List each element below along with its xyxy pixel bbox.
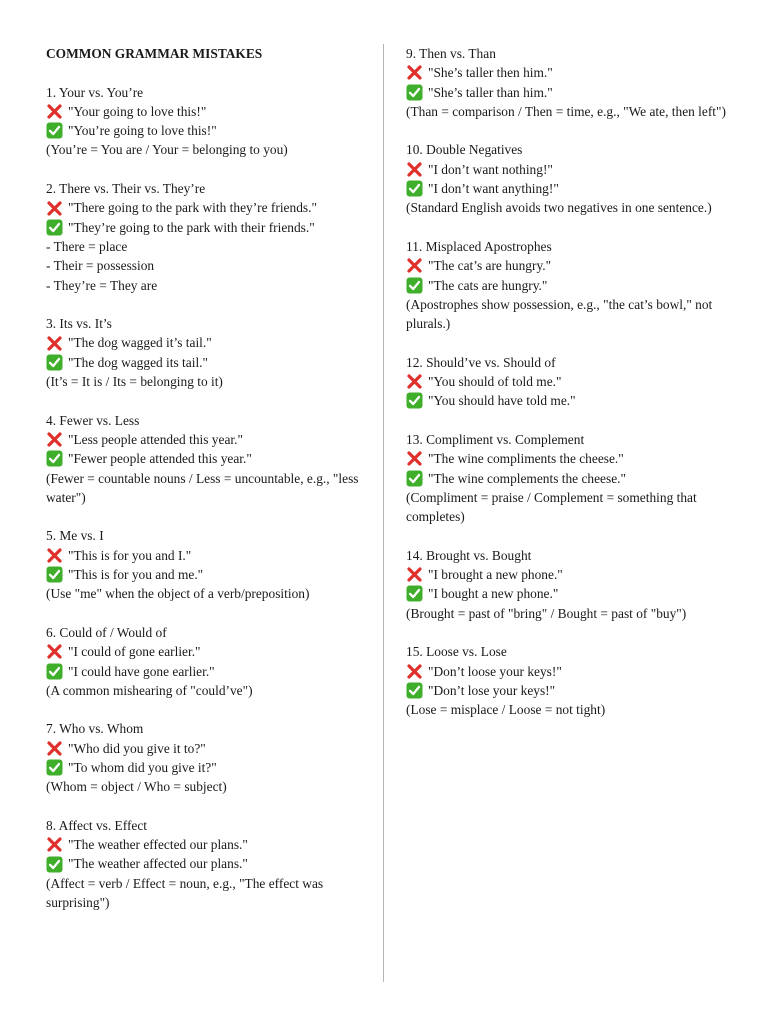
section-heading: 11. Misplaced Apostrophes [406,238,552,254]
correct-example [46,218,366,237]
cross-mark-icon [46,547,63,564]
correct-example-text: "The wine complements the cheese." [428,470,626,486]
correct-example [406,469,736,488]
correct-example-text: "The weather affected our plans." [68,856,248,872]
incorrect-example-text: "There going to the park with they’re friends." [68,200,317,216]
incorrect-example-text: "Who did you give it to?" [68,740,206,756]
explanation-note: (Compliment = praise / Complement = something that completes) [406,489,697,525]
incorrect-example [46,739,366,758]
left-section-list [46,83,366,913]
explanation-note: (Use "me" when the object of a verb/preposition) [46,586,310,602]
cross-mark-icon [406,663,423,680]
check-mark-icon [406,277,423,294]
explanation-note: - Their = possession [46,258,155,274]
incorrect-example-text: "The weather effected our plans." [68,837,248,853]
rule-section [406,237,736,333]
right-column [406,44,736,739]
section-heading: 6. Could of / Would of [46,624,167,640]
cross-mark-icon [46,740,63,757]
explanation-note: (A common mishearing of "could’ve") [46,682,253,698]
incorrect-example [406,662,736,681]
correct-example-text: "This is for you and me." [68,567,204,583]
correct-example-text: "I could have gone earlier." [68,663,215,679]
check-mark-icon [46,566,63,583]
explanation-note: (Lose = misplace / Loose = not tight) [406,702,606,718]
check-mark-icon [46,856,63,873]
rule-section [406,642,736,719]
incorrect-example [46,835,366,854]
incorrect-example [46,430,366,449]
explanation-note: (It’s = It is / Its = belonging to it) [46,374,223,390]
incorrect-example-text: "Your going to love this!" [68,103,207,119]
incorrect-example-text: "This is for you and I." [68,547,192,563]
explanation-note: (Whom = object / Who = subject) [46,779,227,795]
check-mark-icon [406,84,423,101]
left-column [46,44,366,932]
incorrect-example-text: "Less people attended this year." [68,431,243,447]
explanation-note: (Standard English avoids two negatives in one sentence.) [406,200,712,216]
check-mark-icon [406,392,423,409]
check-mark-icon [406,682,423,699]
cross-mark-icon [406,450,423,467]
section-heading: 12. Should’ve vs. Should of [406,354,556,370]
section-heading: 13. Compliment vs. Complement [406,431,585,447]
explanation-note: - They’re = They are [46,277,158,293]
cross-mark-icon [46,103,63,120]
rule-section [46,314,366,391]
rule-section [46,719,366,796]
incorrect-example-text: "The cat’s are hungry." [428,258,552,274]
incorrect-example [46,642,366,661]
explanation-note: (Brought = past of "bring" / Bought = past of "buy") [406,605,687,621]
check-mark-icon [46,663,63,680]
correct-example [46,449,366,468]
check-mark-icon [46,759,63,776]
correct-example-text: "Fewer people attended this year." [68,451,252,467]
correct-example [46,662,366,681]
check-mark-icon [46,122,63,139]
incorrect-example-text: "Don’t loose your keys!" [428,663,562,679]
rule-section [46,411,366,507]
correct-example [406,276,736,295]
explanation-note: (Apostrophes show possession, e.g., "the cat’s bowl," not plurals.) [406,296,713,332]
rule-section [406,44,736,121]
rule-section [406,430,736,526]
incorrect-example [46,102,366,121]
rule-section [406,353,736,411]
correct-example [46,854,366,873]
incorrect-example [406,449,736,468]
section-heading: 14. Brought vs. Bought [406,547,532,563]
check-mark-icon [46,219,63,236]
cross-mark-icon [406,257,423,274]
explanation-note: (Than = comparison / Then = time, e.g., "We ate, then left") [406,103,726,119]
correct-example-text: "I bought a new phone." [428,586,559,602]
correct-example [46,121,366,140]
correct-example-text: "They’re going to the park with their friends." [68,219,315,235]
correct-example [46,565,366,584]
section-heading: 1. Your vs. You’re [46,84,144,100]
incorrect-example-text: "I could of gone earlier." [68,644,201,660]
incorrect-example [406,256,736,275]
right-section-list [406,44,736,719]
cross-mark-icon [406,161,423,178]
explanation-note: (Affect = verb / Effect = noun, e.g., "The effect was surprising") [46,875,324,911]
section-heading: 3. Its vs. It’s [46,316,112,332]
section-heading: 7. Who vs. Whom [46,721,144,737]
cross-mark-icon [46,335,63,352]
rule-section [46,83,366,160]
correct-example-text: "Don’t lose your keys!" [428,682,556,698]
rule-section [46,179,366,295]
section-heading: 2. There vs. Their vs. They’re [46,181,206,197]
correct-example-text: "The cats are hungry." [428,277,548,293]
cross-mark-icon [46,200,63,217]
check-mark-icon [406,585,423,602]
rule-section [406,140,736,217]
correct-example [406,681,736,700]
cross-mark-icon [46,643,63,660]
incorrect-example [406,160,736,179]
check-mark-icon [46,450,63,467]
incorrect-example [406,372,736,391]
incorrect-example [46,198,366,217]
incorrect-example-text: "I don’t want nothing!" [428,161,553,177]
incorrect-example-text: "She’s taller then him." [428,65,553,81]
correct-example-text: "The dog wagged its tail." [68,354,208,370]
correct-example-text: "To whom did you give it?" [68,759,217,775]
check-mark-icon [46,354,63,371]
cross-mark-icon [406,64,423,81]
check-mark-icon [406,470,423,487]
rule-section [46,623,366,700]
cross-mark-icon [46,836,63,853]
correct-example [406,83,736,102]
correct-example [406,391,736,410]
correct-example-text: "You’re going to love this!" [68,123,217,139]
cross-mark-icon [406,566,423,583]
incorrect-example [46,333,366,352]
explanation-note: (You’re = You are / Your = belonging to you) [46,142,288,158]
incorrect-example-text: "The dog wagged it’s tail." [68,335,212,351]
section-heading: 4. Fewer vs. Less [46,412,140,428]
correct-example [406,179,736,198]
column-divider [383,44,384,982]
section-heading: 10. Double Negatives [406,142,523,158]
rule-section [46,526,366,603]
correct-example-text: "You should have told me." [428,393,576,409]
correct-example-text: "I don’t want anything!" [428,181,559,197]
cross-mark-icon [46,431,63,448]
incorrect-example-text: "You should of told me." [428,374,562,390]
correct-example-text: "She’s taller than him." [428,84,553,100]
rule-section [406,546,736,623]
check-mark-icon [406,180,423,197]
explanation-note: (Fewer = countable nouns / Less = uncountable, e.g., "less water") [46,470,359,505]
incorrect-example-text: "I brought a new phone." [428,567,563,583]
section-heading: 15. Loose vs. Lose [406,644,507,660]
cross-mark-icon [406,373,423,390]
incorrect-example [406,565,736,584]
document-title: COMMON GRAMMAR MISTAKES [46,46,263,61]
incorrect-example [406,63,736,82]
section-heading: 9. Then vs. Than [406,46,496,61]
section-heading: 8. Affect vs. Effect [46,817,148,833]
correct-example [406,584,736,603]
section-heading: 5. Me vs. I [46,528,104,544]
correct-example [46,353,366,372]
rule-section [46,816,366,912]
correct-example [46,758,366,777]
incorrect-example [46,546,366,565]
explanation-note: - There = place [46,238,128,254]
incorrect-example-text: "The wine compliments the cheese." [428,451,624,467]
